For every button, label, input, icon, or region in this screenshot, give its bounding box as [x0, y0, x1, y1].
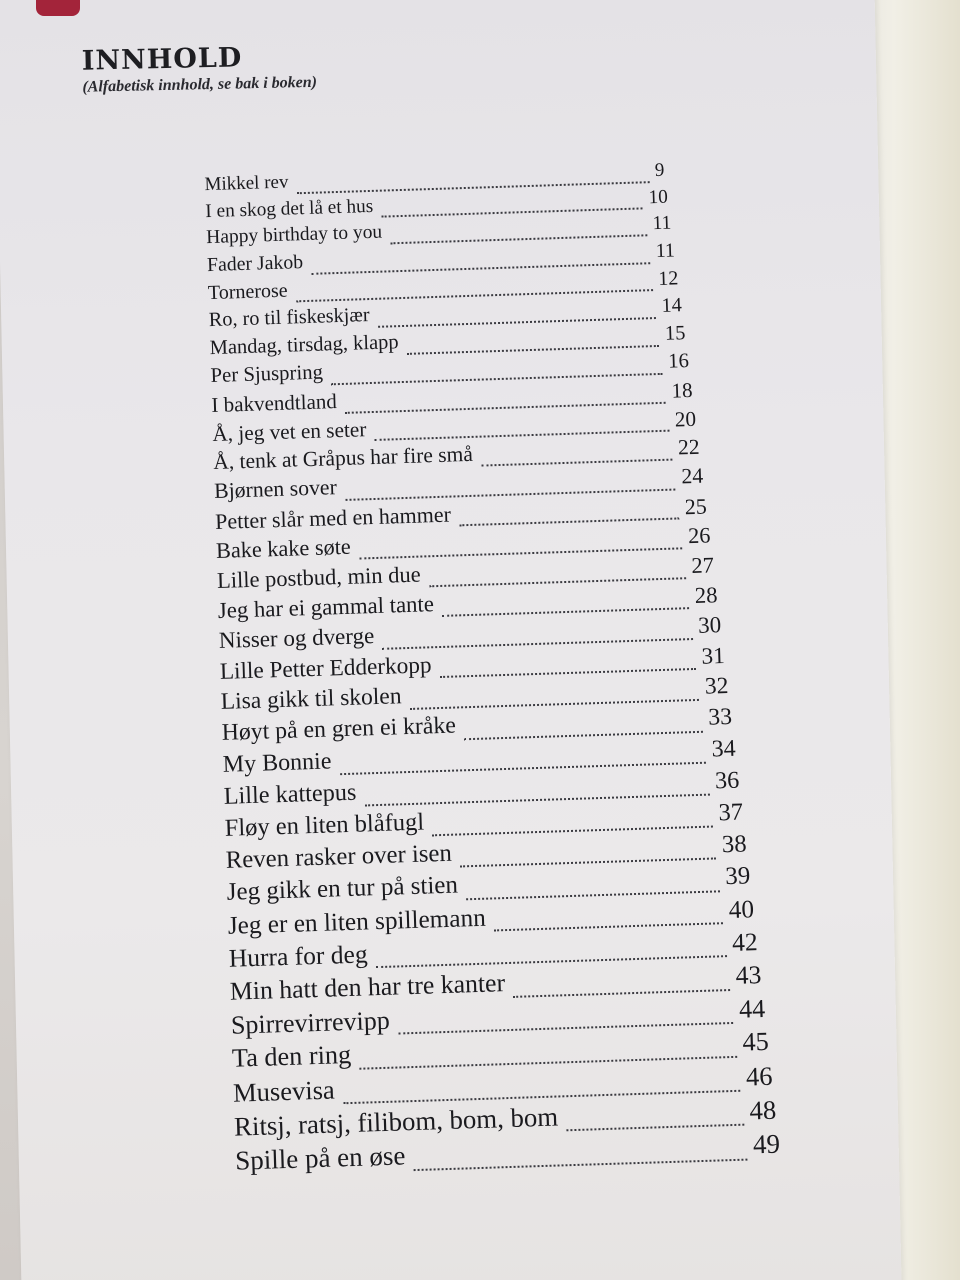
toc-entry-page-number: 28	[694, 582, 718, 608]
dot-leader	[414, 1158, 748, 1170]
toc-entry-page-number: 45	[742, 1026, 770, 1057]
toc-entry-title: Jeg gikk en tur på stien	[226, 871, 459, 906]
toc-entry-page-number: 16	[667, 349, 690, 373]
toc-entry-title: Lille postbud, min due	[216, 561, 421, 593]
toc-entry-page-number: 30	[697, 612, 722, 638]
toc-entry-page-number: 25	[684, 493, 708, 519]
toc-entry-title: Hurra for deg	[228, 939, 369, 974]
toc-entry-title: Tornerose	[207, 279, 288, 304]
toc-entry-page-number: 38	[721, 830, 748, 858]
toc-entry-title: I bakvendtland	[211, 389, 338, 418]
toc-entry-title: Ritsj, ratsj, filibom, bom, bom	[233, 1101, 559, 1142]
toc-entry-page-number: 36	[714, 766, 740, 795]
toc-entry-title: My Bonnie	[222, 747, 332, 778]
toc-entry-title: Petter slår med en hammer	[214, 501, 452, 534]
toc-entry-page-number: 40	[728, 894, 755, 924]
toc-entry-page-number: 34	[711, 735, 737, 762]
toc-entry-title: Nisser og dverge	[218, 623, 375, 653]
toc-entry-title: Bjørnen sover	[213, 475, 338, 504]
toc-entry-page-number: 15	[664, 321, 686, 345]
toc-entry-page-number: 44	[738, 993, 766, 1024]
toc-entry-page-number: 31	[701, 642, 726, 670]
toc-entry-page-number: 11	[655, 239, 676, 263]
table-of-contents	[204, 156, 815, 1180]
toc-entry-title: Mikkel rev	[204, 171, 289, 196]
toc-entry-page-number: 14	[661, 294, 683, 317]
toc-entry-page-number: 18	[671, 377, 693, 403]
toc-entry-page-number: 33	[707, 704, 733, 731]
toc-entry-title: Ta den ring	[231, 1039, 352, 1073]
toc-entry-page-number: 49	[752, 1128, 781, 1160]
toc-entry-page-number: 22	[677, 434, 700, 460]
toc-entry-title: Fløy en liten blåfugl	[224, 808, 425, 842]
toc-entry-title: Bake kake søte	[215, 533, 352, 563]
toc-entry-page-number: 46	[745, 1060, 773, 1092]
toc-entry-title: Lille Petter Edderkopp	[219, 651, 432, 685]
toc-entry-title: Å, jeg vet en seter	[211, 416, 367, 446]
toc-entry-title: Spirrevirrevipp	[230, 1005, 391, 1040]
toc-entry-title: Å, tenk at Gråpus har fire små	[212, 442, 474, 475]
toc-entry-title: Reven rasker over isen	[225, 839, 453, 874]
toc-entry-title: Jeg har ei gammal tante	[217, 590, 435, 623]
toc-entry-page-number: 26	[687, 522, 711, 549]
toc-entry-page-number: 42	[731, 927, 759, 958]
toc-entry-page-number: 37	[718, 798, 744, 827]
toc-entry-title: Lisa gikk til skolen	[220, 683, 402, 716]
toc-entry-page-number: 20	[674, 406, 697, 431]
toc-entry-title: Jeg er en liten spillemann	[227, 903, 487, 940]
toc-entry-title: Mandag, tirsdag, klapp	[209, 330, 399, 359]
toc-entry-page-number: 9	[654, 159, 665, 181]
toc-entry-title: Lille kattepus	[223, 778, 357, 810]
toc-entry-title: Happy birthday to you	[205, 221, 383, 249]
toc-entry-title: Høyt på en gren ei kråke	[221, 712, 457, 747]
toc-entry-page-number: 27	[691, 552, 715, 578]
toc-entry-title: Fader Jakob	[206, 251, 304, 277]
toc-entry-page-number: 48	[749, 1094, 777, 1126]
page-title: INNHOLD	[81, 42, 243, 77]
toc-entry-page-number: 39	[724, 862, 751, 891]
toc-entry-page-number: 10	[648, 186, 669, 208]
toc-entry-page-number: 43	[735, 960, 762, 991]
toc-entry-page-number: 24	[681, 463, 704, 489]
page-content	[81, 31, 805, 1183]
page-subtitle: (Alfabetisk innhold, se bak i boken)	[82, 73, 318, 96]
toc-entry-title: Musevisa	[232, 1074, 336, 1108]
toc-entry-title: Min hatt den har tre kanter	[229, 968, 506, 1006]
toc-entry-page-number: 11	[652, 212, 672, 235]
bookmark-ribbon	[36, 0, 80, 16]
toc-entry-title: Per Sjuspring	[210, 361, 324, 387]
toc-entry-page-number: 32	[704, 673, 729, 700]
toc-entry-page-number: 12	[657, 266, 679, 290]
toc-entry-title: Ro, ro til fiskeskjær	[208, 304, 370, 332]
toc-entry-title: I en skog det lå et hus	[205, 195, 374, 222]
toc-entry-title: Spille på en øse	[234, 1140, 406, 1176]
